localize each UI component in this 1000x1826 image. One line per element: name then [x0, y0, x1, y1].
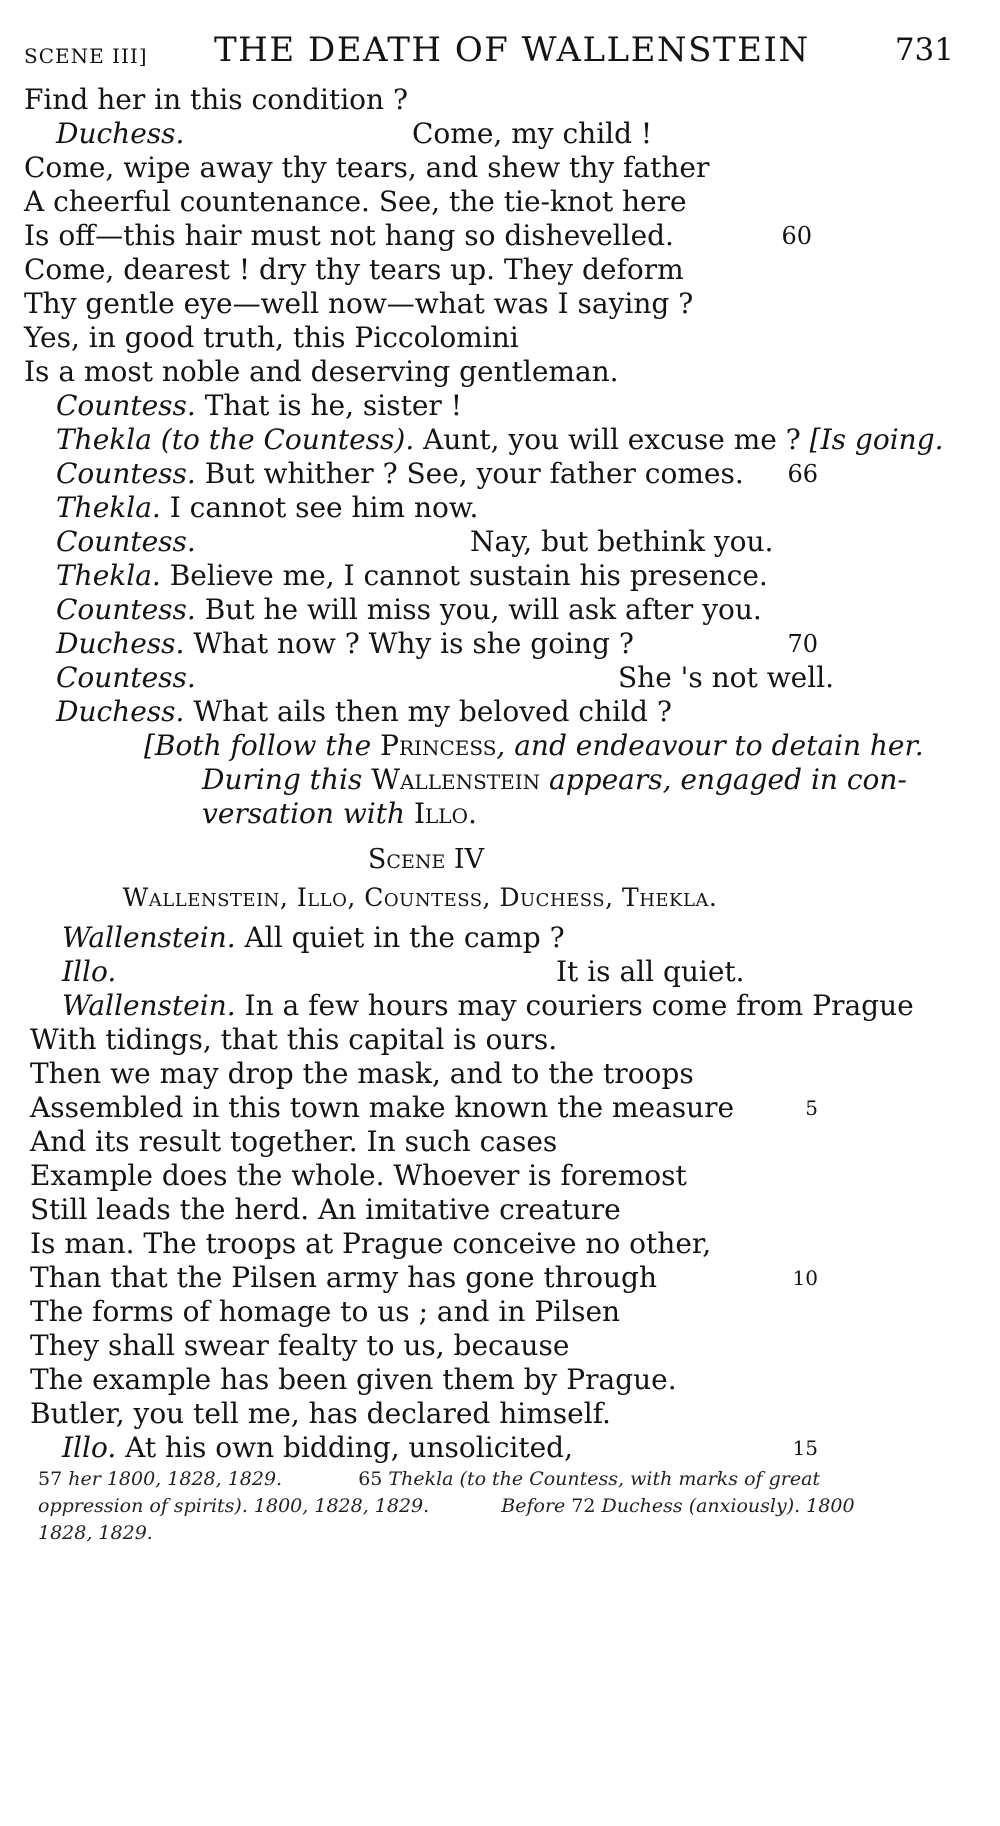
- verse-line: [62, 954, 116, 990]
- verse-line: They shall swear fealty to us, because: [30, 1329, 570, 1362]
- verse-line: Countess. But whither ? See, your father comes.: [56, 457, 744, 490]
- verse-line: [56, 524, 196, 560]
- stage-direction: versation with Illo.: [202, 797, 477, 830]
- verse-line: Wallenstein. In a few hours may couriers come from Prague: [62, 989, 914, 1022]
- speaker: Illo.: [62, 955, 117, 988]
- verse-line: Is off—this hair must not hang so dishevelled.: [24, 219, 674, 252]
- verse-line-continuation: Nay, but bethink you.: [470, 525, 774, 558]
- line-number: 15: [792, 1436, 818, 1460]
- textual-notes: [38, 1466, 968, 1547]
- note-ref: 65: [358, 1468, 383, 1490]
- verse-line: Thekla (to the Countess). Aunt, you will excuse me ? [Is going.: [56, 423, 944, 456]
- header-title: THE DEATH OF WALLENSTEIN: [214, 30, 810, 70]
- verse-line: [56, 116, 184, 152]
- stage-direction: [Both follow the Princess, and endeavour to detain her.: [144, 729, 924, 762]
- verse-line: Assembled in this town make known the measure: [30, 1091, 735, 1124]
- verse-line: Countess. But he will miss you, will ask after you.: [56, 593, 762, 626]
- speaker: Countess.: [56, 593, 196, 626]
- verse-line: Thekla. I cannot see him now.: [56, 491, 479, 524]
- speaker: Countess.: [56, 661, 196, 694]
- running-header: [24, 30, 954, 80]
- speaker: Countess.: [56, 525, 196, 558]
- verse-line: Countess. That is he, sister !: [56, 389, 462, 422]
- line-number: 5: [805, 1096, 818, 1120]
- speaker: Wallenstein.: [62, 921, 236, 954]
- verse-line: Butler, you tell me, has declared himself.: [30, 1397, 611, 1430]
- verse-line: Find her in this condition ?: [24, 83, 408, 116]
- verse-line: Still leads the herd. An imitative creature: [30, 1193, 621, 1226]
- line-number: 66: [787, 460, 818, 488]
- verse-line-continuation: It is all quiet.: [556, 955, 745, 988]
- stage-direction: During this Wallenstein appears, engaged in con-: [202, 763, 907, 796]
- line-number: 70: [787, 630, 818, 658]
- note-line: 1828, 1829.: [38, 1522, 153, 1544]
- verse-line: Thekla. Believe me, I cannot sustain his presence.: [56, 559, 768, 592]
- verse-line: Illo. At his own bidding, unsolicited,: [62, 1431, 573, 1464]
- speaker: Wallenstein.: [62, 989, 236, 1022]
- scene-characters: Wallenstein, Illo, Countess, Duchess, Thekla.: [122, 883, 718, 912]
- header-section: SCENE III]: [24, 44, 148, 68]
- verse-line: Example does the whole. Whoever is foremost: [30, 1159, 687, 1192]
- speaker: Thekla.: [56, 559, 161, 592]
- page-number: 731: [894, 32, 954, 68]
- line-number: 10: [792, 1266, 818, 1290]
- verse-line: With tidings, that this capital is ours.: [30, 1023, 558, 1056]
- verse-line: Duchess. What ails then my beloved child ?: [56, 695, 672, 728]
- verse-line: Than that the Pilsen army has gone through: [30, 1261, 657, 1294]
- speaker: Illo.: [62, 1431, 117, 1464]
- verse-line: The forms of homage to us ; and in Pilsen: [30, 1295, 621, 1328]
- verse-line-continuation: Come, my child !: [412, 117, 653, 150]
- speaker: Countess.: [56, 389, 196, 422]
- line-number: 60: [781, 222, 812, 250]
- scene-heading: Scene IV: [367, 844, 485, 875]
- speaker: Thekla (to the Countess).: [56, 423, 415, 456]
- verse-line: Come, dearest ! dry thy tears up. They deform: [24, 253, 684, 286]
- verse-line: Come, wipe away thy tears, and shew thy father: [24, 151, 710, 184]
- speaker: Duchess.: [56, 695, 185, 728]
- verse-line: Yes, in good truth, this Piccolomini: [24, 321, 519, 354]
- verse-line: And its result together. In such cases: [30, 1125, 558, 1158]
- verse-line: [56, 660, 196, 696]
- verse-line-continuation: She 's not well.: [618, 661, 835, 694]
- note-line: oppression of spirits). 1800, 1828, 1829. Before 72 Duchess (anxiously). 1800: [38, 1495, 855, 1517]
- verse-line: The example has been given them by Prague.: [30, 1363, 677, 1396]
- speaker: Thekla.: [56, 491, 161, 524]
- note-line: 57 her 1800, 1828, 1829. 65 Thekla (to the Countess, with marks of great: [38, 1468, 821, 1490]
- verse-line: Is man. The troops at Prague conceive no other,: [30, 1227, 712, 1260]
- note-ref: 57: [38, 1468, 63, 1490]
- verse-line: Wallenstein. All quiet in the camp ?: [62, 921, 565, 954]
- speaker: Countess.: [56, 457, 196, 490]
- verse-line: Thy gentle eye—well now—what was I saying ?: [24, 287, 694, 320]
- note-ref: 72: [571, 1495, 596, 1517]
- verse-line: Is a most noble and deserving gentleman.: [24, 355, 619, 388]
- verse-line: Then we may drop the mask, and to the troops: [30, 1057, 694, 1090]
- stage-direction: [Is going.: [809, 423, 944, 456]
- verse-line: A cheerful countenance. See, the tie-knot here: [24, 185, 687, 218]
- speaker: Duchess.: [56, 117, 185, 150]
- speaker: Duchess.: [56, 627, 185, 660]
- verse-line: Duchess. What now ? Why is she going ?: [56, 627, 634, 660]
